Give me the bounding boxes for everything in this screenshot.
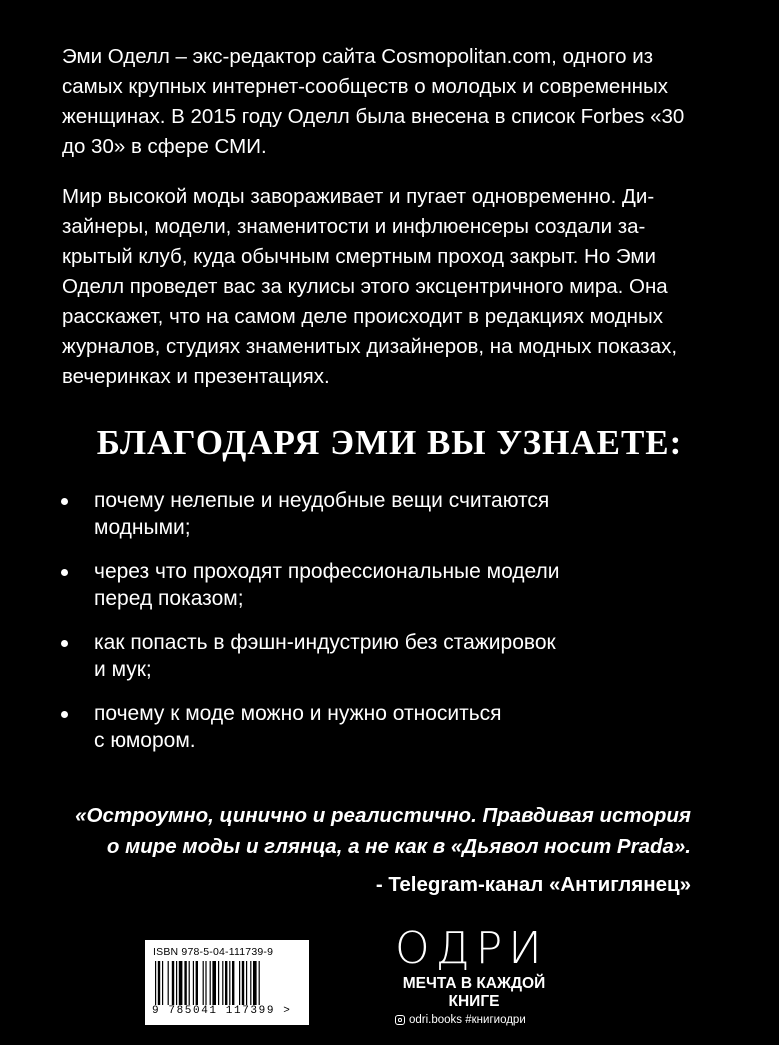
social-handle: odri.books #книгиодри: [409, 1014, 526, 1026]
description-paragraph: [62, 182, 722, 392]
intro-line: Эми Оделл – экс-редактор сайта Cosmopolitan.com, одного из: [62, 45, 654, 68]
barcode-bar: [239, 961, 240, 1005]
instagram-icon: [395, 1015, 405, 1025]
barcode-bar: [158, 961, 160, 1005]
barcode-bar: [250, 961, 251, 1005]
intro-paragraph: [62, 42, 722, 162]
publisher-tagline: [395, 975, 553, 1011]
list-item-text: перед показом;: [94, 587, 244, 610]
barcode-bar: [203, 961, 204, 1005]
barcode-bar: [259, 961, 260, 1005]
barcode-bar: [218, 961, 219, 1005]
list-item-text: модными;: [94, 516, 191, 539]
benefits-list: [58, 487, 718, 771]
tagline-line: МЕЧТА В КАЖДОЙ: [402, 975, 546, 992]
description-line: зайнеры, модели, знаменитости и инфлюенсеры создали за-: [62, 215, 646, 238]
list-item-text: как попасть в фэшн-индустрию без стажировок: [94, 631, 556, 654]
bullet-dot-icon: [61, 569, 68, 576]
list-item: [58, 700, 718, 754]
description-line: Мир высокой моды завораживает и пугает одновременно. Ди-: [62, 185, 655, 208]
barcode-digits: 9 785041 117399 >: [152, 1005, 292, 1017]
barcode-bar: [210, 961, 211, 1005]
barcode-bar: [246, 961, 247, 1005]
barcode-bar: [229, 961, 230, 1005]
barcode-bar: [222, 961, 223, 1005]
barcode: [145, 940, 309, 1025]
barcode-bar: [232, 961, 234, 1005]
barcode-bar: [205, 961, 206, 1005]
bullet-dot-icon: [61, 640, 68, 647]
intro-line: до 30» в сфере СМИ.: [62, 135, 267, 158]
intro-line: женщинах. В 2015 году Оделл была внесена в список Forbes «30: [62, 105, 685, 128]
list-item: [58, 487, 718, 541]
description-line: Оделл проведет вас за кулисы этого эксцентричного мира. Она: [62, 275, 668, 298]
barcode-bar: [189, 961, 190, 1005]
publisher-social: [395, 1014, 553, 1026]
description-line: расскажет, что на самом деле происходит в редакциях модных: [62, 305, 663, 328]
publisher-logo: ОДРИ: [395, 923, 548, 974]
description-line: журналов, студиях знаменитых дизайнеров, на модных показах,: [62, 335, 678, 358]
section-heading: БЛАГОДАРЯ ЭМИ ВЫ УЗНАЕТЕ:: [96, 423, 683, 462]
list-item-text: почему нелепые и неудобные вещи считаются: [94, 489, 550, 512]
barcode-bar: [172, 961, 174, 1005]
tagline-line: КНИГЕ: [448, 993, 500, 1010]
barcode-bar: [242, 961, 244, 1005]
list-item-text: почему к моде можно и нужно относиться: [94, 702, 502, 725]
barcode-bar: [193, 961, 194, 1005]
bullet-dot-icon: [61, 711, 68, 718]
list-item-text: и мук;: [94, 658, 152, 681]
barcode-bars: [155, 961, 299, 1005]
list-item: [58, 629, 718, 683]
barcode-bar: [179, 961, 183, 1005]
publisher-block: [395, 923, 553, 1026]
list-item-text: через что проходят профессиональные модели: [94, 560, 560, 583]
barcode-bar: [225, 961, 227, 1005]
review-quote: [11, 800, 691, 862]
bullet-dot-icon: [61, 498, 68, 505]
barcode-bar: [176, 961, 177, 1005]
barcode-bar: [184, 961, 186, 1005]
quote-line: «Остроумно, цинично и реалистично. Правдивая история: [75, 804, 691, 827]
barcode-bar: [212, 961, 216, 1005]
barcode-bar: [253, 961, 257, 1005]
barcode-bar: [162, 961, 163, 1005]
isbn-number: ISBN 978-5-04-111739-9: [153, 946, 274, 958]
description-line: вечеринках и презентациях.: [62, 365, 330, 388]
list-item: [58, 558, 718, 612]
quote-line: о мире моды и глянца, а не как в «Дьявол носит Prada».: [106, 835, 691, 858]
description-line: крытый клуб, куда обычным смертным проход закрыт. Но Эми: [62, 245, 656, 268]
barcode-bar: [168, 961, 169, 1005]
list-item-text: с юмором.: [94, 729, 196, 752]
barcode-bar: [155, 961, 156, 1005]
barcode-bar: [196, 961, 198, 1005]
intro-line: самых крупных интернет-сообществ о молодых и современных: [62, 75, 668, 98]
quote-source: - Telegram-канал «Антиглянец»: [375, 873, 691, 896]
